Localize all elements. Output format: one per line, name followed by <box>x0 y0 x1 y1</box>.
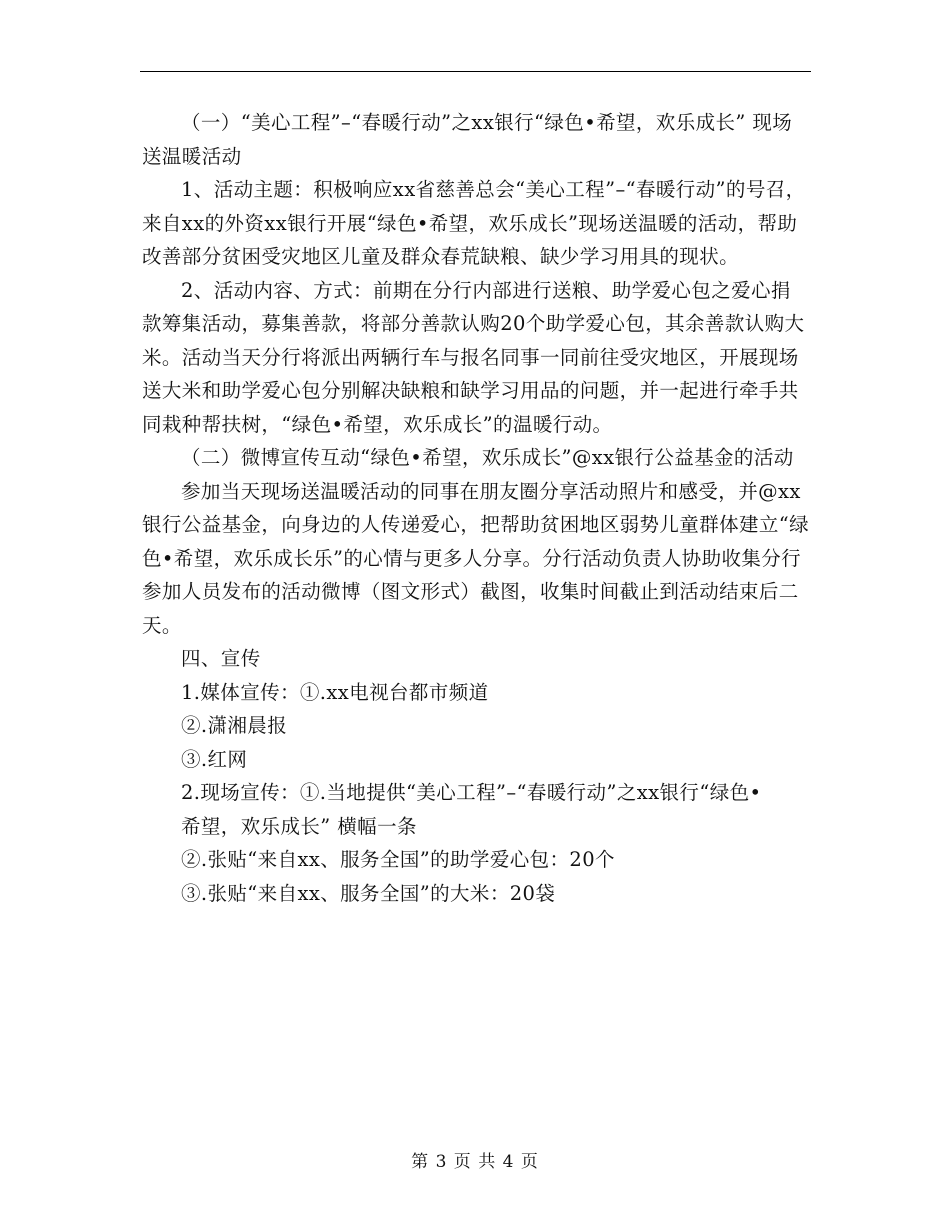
onsite-publicity-item: 希望，欢乐成长” 横幅一条 <box>181 814 417 838</box>
media-publicity-item: ③.红网 <box>181 747 248 771</box>
page-number-footer: 第 3 页 共 4 页 <box>411 1152 539 1172</box>
publicity-heading: 四、宣传 <box>181 647 261 670</box>
activity-theme-paragraph: 1、活动主题：积极响应xx省慈善总会“美心工程”–“春暖行动”的号召，来自xx的外资xx银行开展“绿色•希望，欢乐成长”现场送温暖的活动，帮助改善部分贫困受灾地区儿童及群众春荒缺粮、缺少学习用具的现状。 <box>142 178 806 268</box>
onsite-publicity-item: ③.张贴“来自xx、服务全国”的大米：20袋 <box>181 881 556 905</box>
header-rule <box>140 71 811 72</box>
section-heading-two: （二）微博宣传互动“绿色•希望，欢乐成长”@xx银行公益基金的活动 <box>181 446 794 469</box>
activity-content-paragraph: 2、活动内容、方式：前期在分行内部进行送粮、助学爱心包之爱心捐款筹集活动，募集善款，将部分善款认购20个助学爱心包，其余善款认购大米。活动当天分行将派出两辆行车与报名同事一同前往受灾地区，开展现场送大米和助学爱心包分别解决缺粮和缺学习用品的问题，并一起进行牵手共同栽种帮扶树，“绿色•希望，欢乐成长”的温暖行动。 <box>142 278 805 436</box>
document-body <box>142 106 810 910</box>
media-publicity-item: 1.媒体宣传：①.xx电视台都市频道 <box>181 680 489 704</box>
section-heading-one: （一）“美心工程”–“春暖行动”之xx银行“绿色•希望，欢乐成长” 现场送温暖活动 <box>142 111 793 168</box>
onsite-publicity-item: 2.现场宣传：①.当地提供“美心工程”–“春暖行动”之xx银行“绿色• <box>181 781 762 804</box>
weibo-paragraph: 参加当天现场送温暖活动的同事在朋友圈分享活动照片和感受，并@xx银行公益基金，向身边的人传递爱心，把帮助贫困地区弱势儿童群体建立“绿色•希望，欢乐成长乐”的心情与更多人分享。分行活动负责人协助收集分行参加人员发布的活动微博（图文形式）截图，收集时间截止到活动结束后二天。 <box>142 479 810 637</box>
media-publicity-item: ②.潇湘晨报 <box>181 714 288 737</box>
onsite-publicity-item: ②.张贴“来自xx、服务全国”的助学爱心包：20个 <box>181 848 615 871</box>
